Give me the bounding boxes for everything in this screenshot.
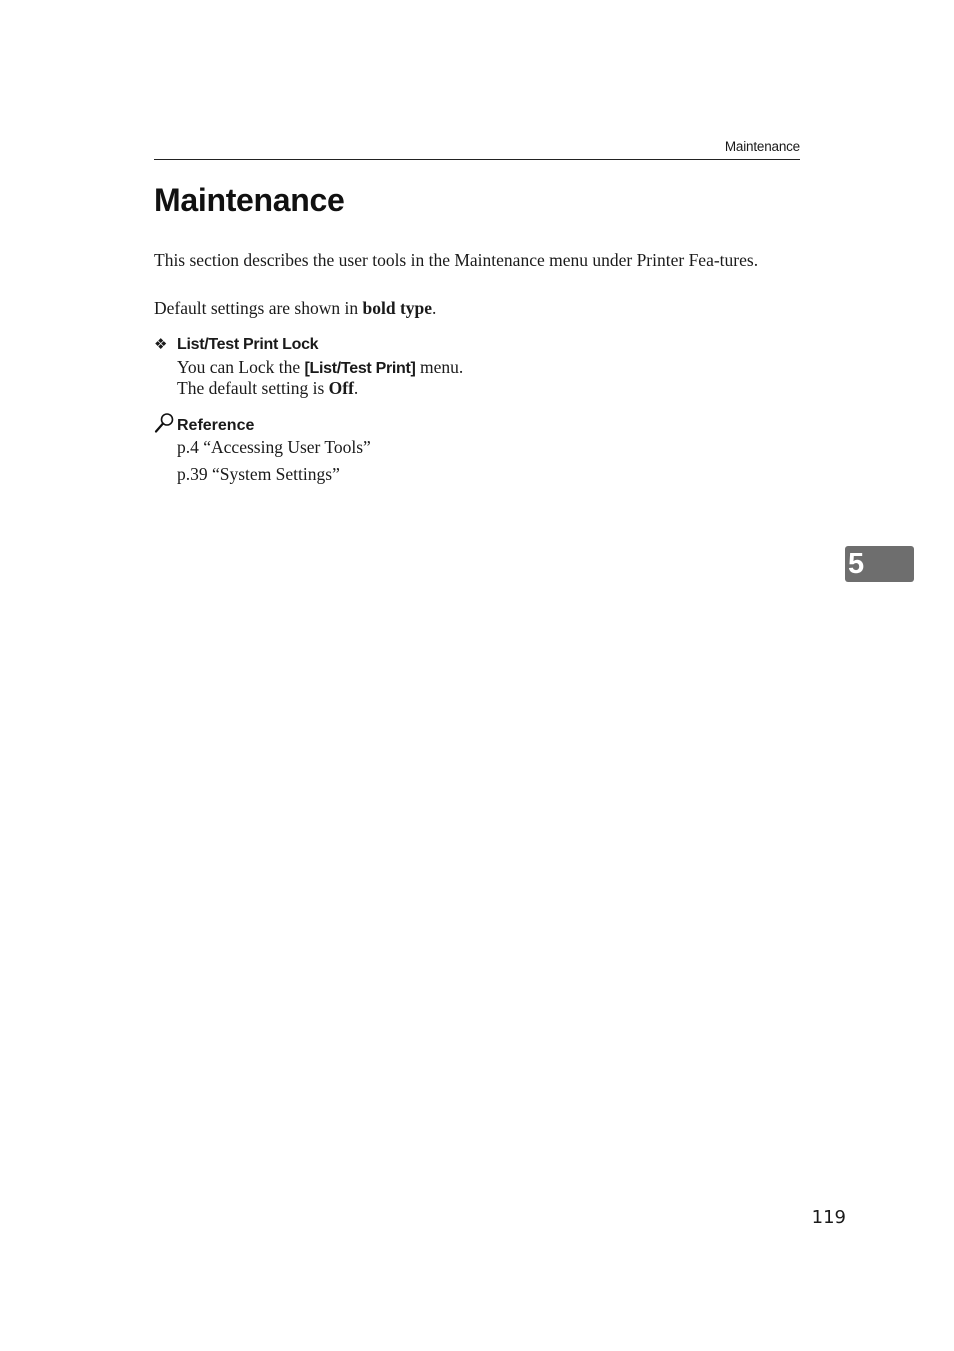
setting-menu-name: [List/Test Print] [304, 360, 416, 377]
setting-default-suffix: . [353, 378, 359, 398]
running-header-title: Maintenance [724, 139, 800, 154]
defaults-paragraph [154, 298, 800, 319]
setting-name: List/Test Print Lock [177, 336, 319, 353]
setting-heading [154, 334, 318, 356]
defaults-bold: bold type [362, 298, 433, 318]
reference-label: Reference [177, 417, 255, 434]
chapter-tab [845, 546, 914, 582]
setting-description [177, 357, 463, 379]
page-title: Maintenance [154, 182, 345, 218]
page-number: 119 [811, 1207, 846, 1228]
diamond-bullet-icon: ❖ [154, 336, 168, 353]
setting-default [177, 378, 358, 399]
running-header [154, 138, 800, 160]
setting-desc-prefix: You can Lock the [177, 357, 305, 377]
defaults-prefix: Default settings are shown in [154, 298, 363, 318]
reference-link-system-settings[interactable]: p.39 “System Settings” [177, 464, 340, 484]
setting-default-prefix: The default setting is [177, 378, 329, 398]
setting-desc-suffix: menu. [415, 357, 464, 377]
defaults-suffix: . [432, 298, 437, 318]
setting-default-value: Off [328, 378, 354, 398]
reference-link-accessing-user-tools[interactable]: p.4 “Accessing User Tools” [177, 437, 371, 457]
magnifier-icon [154, 411, 177, 435]
intro-paragraph: This section describes the user tools in the Maintenance menu under Printer Fea-tures. [154, 250, 759, 270]
reference-heading [154, 409, 254, 435]
chapter-number: 5 [848, 548, 865, 580]
